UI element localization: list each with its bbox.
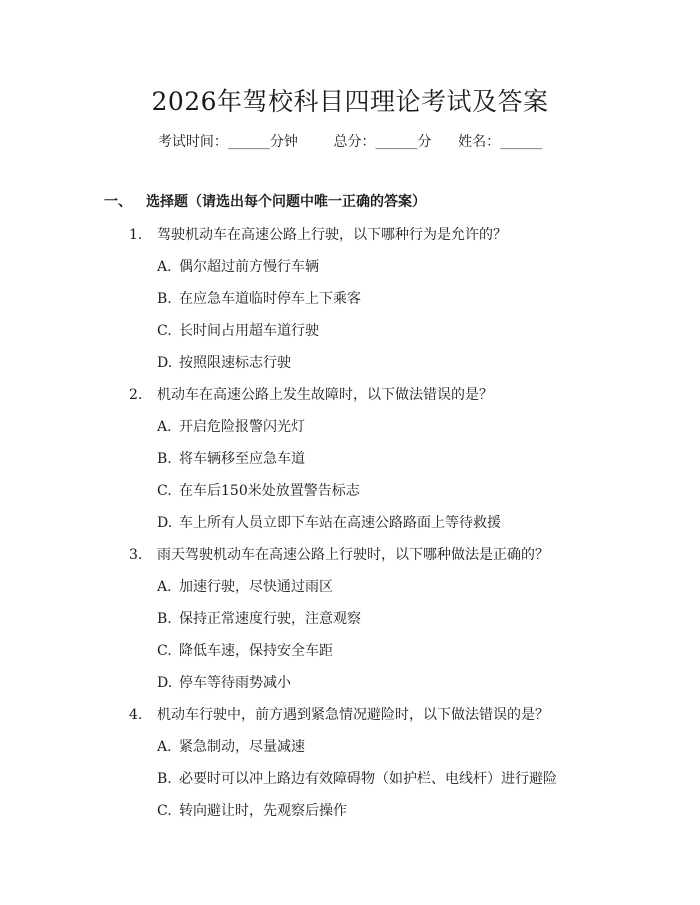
option-3d bbox=[157, 672, 291, 692]
name-label: 姓名： bbox=[458, 134, 501, 150]
option-text: 偶尔超过前方慢行车辆 bbox=[179, 259, 319, 275]
question-3 bbox=[129, 544, 549, 564]
option-letter: D. bbox=[157, 515, 173, 531]
question-4 bbox=[129, 704, 549, 724]
question-text: 雨天驾驶机动车在高速公路上行驶时，以下哪种做法是正确的？ bbox=[157, 547, 549, 563]
score-unit: 分 bbox=[417, 134, 432, 150]
option-letter: C. bbox=[157, 643, 172, 659]
question-text: 机动车行驶中，前方遇到紧急情况避险时，以下做法错误的是？ bbox=[157, 707, 549, 723]
question-text: 驾驶机动车在高速公路上行驶，以下哪种行为是允许的？ bbox=[157, 227, 507, 243]
section-heading bbox=[104, 191, 426, 211]
question-2 bbox=[129, 384, 493, 404]
option-letter: C. bbox=[157, 483, 172, 499]
option-letter: A. bbox=[157, 739, 172, 755]
question-number: 4. bbox=[129, 707, 143, 723]
option-text: 长时间占用超车道行驶 bbox=[179, 323, 319, 339]
option-1d bbox=[157, 352, 291, 372]
option-2c bbox=[157, 480, 360, 500]
option-2b bbox=[157, 448, 305, 468]
option-letter: A. bbox=[157, 419, 172, 435]
option-letter: B. bbox=[157, 451, 172, 467]
option-text: 降低车速，保持安全车距 bbox=[179, 643, 333, 659]
option-3a bbox=[157, 576, 333, 596]
option-text: 停车等待雨势减小 bbox=[179, 675, 291, 691]
option-text: 加速行驶，尽快通过雨区 bbox=[179, 579, 333, 595]
option-text: 开启危险报警闪光灯 bbox=[179, 419, 305, 435]
option-2d bbox=[157, 512, 501, 532]
question-text: 机动车在高速公路上发生故障时，以下做法错误的是？ bbox=[157, 387, 493, 403]
question-number: 3. bbox=[129, 547, 143, 563]
option-text: 转向避让时，先观察后操作 bbox=[179, 803, 347, 819]
question-number: 1. bbox=[129, 227, 143, 243]
page-title: 2026年驾校科目四理论考试及答案 bbox=[151, 87, 549, 116]
option-letter: B. bbox=[157, 771, 172, 787]
option-text: 将车辆移至应急车道 bbox=[179, 451, 305, 467]
exam-info-line bbox=[0, 131, 700, 151]
option-letter: B. bbox=[157, 291, 172, 307]
option-1a bbox=[157, 256, 319, 276]
option-3b bbox=[157, 608, 361, 628]
question-number: 2. bbox=[129, 387, 143, 403]
name-blank: ______ bbox=[500, 134, 543, 150]
option-1b bbox=[157, 288, 361, 308]
section-number: 一、 bbox=[104, 194, 132, 210]
time-unit: 分钟 bbox=[269, 134, 298, 150]
option-text: 保持正常速度行驶，注意观察 bbox=[179, 611, 361, 627]
option-text: 紧急制动，尽量减速 bbox=[179, 739, 305, 755]
question-1 bbox=[129, 224, 507, 244]
time-label: 考试时间： bbox=[157, 134, 228, 150]
option-letter: C. bbox=[157, 323, 172, 339]
option-text: 在车后150米处放置警告标志 bbox=[179, 483, 360, 499]
option-letter: D. bbox=[157, 355, 173, 371]
score-blank: ______ bbox=[375, 134, 418, 150]
option-letter: B. bbox=[157, 611, 172, 627]
option-text: 按照限速标志行驶 bbox=[179, 355, 291, 371]
option-text: 必要时可以冲上路边有效障碍物（如护栏、电线杆）进行避险 bbox=[179, 771, 557, 787]
option-1c bbox=[157, 320, 319, 340]
section-title: 选择题（请选出每个问题中唯一正确的答案） bbox=[146, 194, 426, 210]
option-4c bbox=[157, 800, 347, 820]
option-4b bbox=[157, 768, 557, 788]
time-blank: ______ bbox=[227, 134, 270, 150]
option-text: 在应急车道临时停车上下乘客 bbox=[179, 291, 361, 307]
option-letter: A. bbox=[157, 579, 172, 595]
option-letter: C. bbox=[157, 803, 172, 819]
option-2a bbox=[157, 416, 305, 436]
option-3c bbox=[157, 640, 333, 660]
score-label: 总分： bbox=[333, 134, 376, 150]
option-letter: D. bbox=[157, 675, 173, 691]
option-4a bbox=[157, 736, 305, 756]
option-letter: A. bbox=[157, 259, 172, 275]
option-text: 车上所有人员立即下车站在高速公路路面上等待救援 bbox=[179, 515, 501, 531]
